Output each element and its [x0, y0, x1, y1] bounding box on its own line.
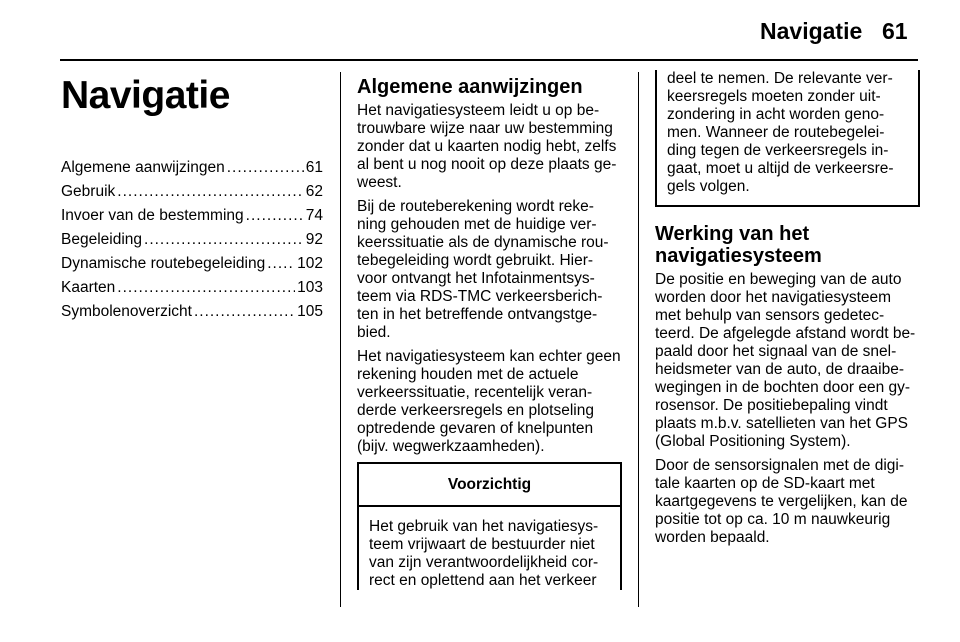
- toc-entry[interactable]: Symbolenoverzicht ..... 105: [61, 300, 323, 324]
- body-column-1: [357, 70, 622, 590]
- toc-entry[interactable]: Algemene aanwijzingen ..... 61: [61, 156, 323, 180]
- warning-box-continued: [655, 70, 920, 207]
- paragraph: Bij de routeberekening wordt reke-ning gehouden met de huidige ver-keerssituatie als de dynamische rou-tebegeleiding wordt gebruikt. Hier-voor ontvangt het Infotainmentsys-teem via RDS-TMC verkeersberich-ten in het betreffende ontvangstge-bied.: [357, 198, 609, 341]
- body-column-2: [655, 70, 920, 553]
- toc-column: [61, 70, 323, 324]
- paragraph: Het navigatiesysteem kan echter geen rekening houden met de actuele verkeerssituatie, recentelijk veran-derde verkeersregels en plotseling optredende gevaren of knelpunten (bijv. wegwerkzaamheden).: [357, 348, 621, 455]
- paragraph: Het navigatiesysteem leidt u op be-trouwbare wijze naar uw bestemming zonder dat u kaarten nodig hebt, zelfs al bent u nog nooit op deze plaats ge-weest.: [357, 102, 617, 191]
- table-of-contents: [61, 156, 323, 324]
- paragraph: Door de sensorsignalen met de digi-tale kaarten op de SD-kaart met kaartgegevens te vergelijken, kan de positie tot op ca. 10 m nauwkeurig worden bepaald.: [655, 457, 908, 546]
- column-divider: [340, 72, 341, 607]
- running-header-title: Navigatie: [760, 18, 863, 44]
- toc-entry[interactable]: Kaarten ..... 103: [61, 276, 323, 300]
- page-number: 61: [882, 18, 908, 44]
- header-rule: [60, 59, 918, 61]
- column-divider: [638, 72, 639, 607]
- warning-title: Voorzichtig: [359, 464, 620, 507]
- section-heading: Algemene aanwijzingen: [357, 76, 583, 98]
- paragraph: De positie en beweging van de auto worden door het navigatiesysteem met behulp van sensors gedetec-teerd. De afgelegde afstand wordt be-paald door het signaal van de snel-heidsmeter van de auto, de draaibe-wegingen in de bochten door een gy-rosensor. De positiebepaling vindt plaats m.b.v. satellieten van het GPS (Global Positioning System).: [655, 271, 916, 450]
- warning-text-continued: deel te nemen. De relevante ver-keersregels moeten zonder uit-zondering in acht worden geno-men. Wanneer de routebegelei-ding tegen de verkeersregels in-gaat, moet u altijd de verkeersre-gels volgen.: [667, 70, 894, 195]
- toc-entry[interactable]: Gebruik ..... 62: [61, 180, 323, 204]
- section-heading: Werking van het navigatiesysteem: [655, 223, 822, 267]
- page-header: [0, 0, 960, 60]
- chapter-title: Navigatie: [61, 74, 230, 117]
- toc-entry[interactable]: Dynamische routebegeleiding ..... 102: [61, 252, 323, 276]
- warning-text: Het gebruik van het navigatiesys-teem vrijwaart de bestuurder niet van zijn verantwoordelijkheid cor-rect en oplettend aan het verkeer: [369, 518, 599, 589]
- toc-entry[interactable]: Invoer van de bestemming ..... 74: [61, 204, 323, 228]
- toc-entry[interactable]: Begeleiding ..... 92: [61, 228, 323, 252]
- warning-box: [357, 462, 622, 590]
